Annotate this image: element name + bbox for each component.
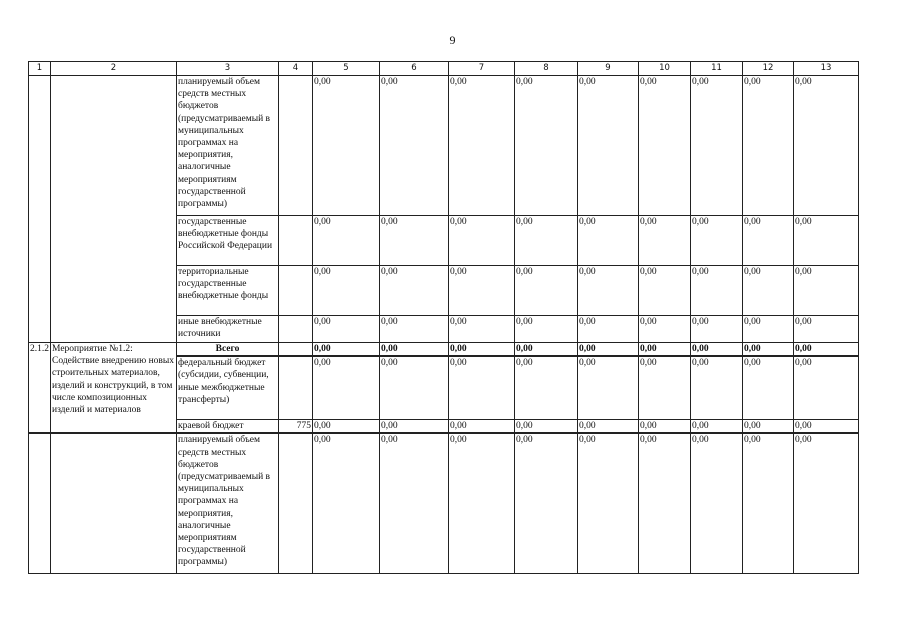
funding-source: государственные внебюджетные фонды Российской Федерации	[177, 216, 279, 266]
value-cell: 0,00	[794, 316, 859, 343]
block-name: Мероприятие №1.2: Содействие внедрению новых строительных материалов, изделий и конструкций, в том числе композиционных изделий и материалов	[51, 343, 177, 434]
col-header-7: 7	[449, 62, 515, 76]
value-cell: 0,00	[313, 76, 380, 216]
budget-code	[279, 216, 313, 266]
value-cell: 0,00	[578, 216, 639, 266]
value-cell: 0,00	[691, 266, 743, 316]
value-cell: 0,00	[743, 343, 794, 357]
budget-code	[279, 266, 313, 316]
value-cell: 0,00	[313, 316, 380, 343]
col-header-6: 6	[380, 62, 449, 76]
value-cell: 0,00	[380, 316, 449, 343]
value-cell: 0,00	[578, 433, 639, 574]
value-cell: 0,00	[743, 316, 794, 343]
value-cell: 0,00	[449, 343, 515, 357]
table-row	[29, 343, 859, 357]
value-cell: 0,00	[794, 433, 859, 574]
value-cell: 0,00	[794, 216, 859, 266]
col-header-11: 11	[691, 62, 743, 76]
value-cell: 0,00	[313, 420, 380, 434]
value-cell: 0,00	[380, 216, 449, 266]
funding-source: федеральный бюджет (субсидии, субвенции, иные межбюджетные трансферты)	[177, 356, 279, 420]
value-cell: 0,00	[794, 420, 859, 434]
table-row	[29, 76, 859, 216]
value-cell: 0,00	[515, 343, 578, 357]
value-cell: 0,00	[313, 356, 380, 420]
value-cell: 0,00	[515, 266, 578, 316]
value-cell: 0,00	[639, 343, 691, 357]
budget-code	[279, 316, 313, 343]
value-cell: 0,00	[691, 356, 743, 420]
value-cell: 0,00	[380, 356, 449, 420]
col-header-3: 3	[177, 62, 279, 76]
value-cell: 0,00	[691, 76, 743, 216]
page-number: 9	[449, 33, 456, 47]
value-cell: 0,00	[691, 420, 743, 434]
value-cell: 0,00	[515, 76, 578, 216]
funding-source: краевой бюджет	[177, 420, 279, 434]
value-cell: 0,00	[449, 433, 515, 574]
value-cell: 0,00	[691, 343, 743, 357]
funding-source-total: Всего	[177, 343, 279, 357]
value-cell: 0,00	[743, 433, 794, 574]
value-cell: 0,00	[691, 433, 743, 574]
value-cell: 0,00	[639, 433, 691, 574]
value-cell: 0,00	[743, 356, 794, 420]
value-cell: 0,00	[578, 266, 639, 316]
value-cell: 0,00	[578, 356, 639, 420]
value-cell: 0,00	[794, 266, 859, 316]
value-cell: 0,00	[449, 266, 515, 316]
budget-code	[279, 433, 313, 574]
value-cell: 0,00	[639, 76, 691, 216]
block-index-continued	[29, 433, 51, 574]
col-header-12: 12	[743, 62, 794, 76]
value-cell: 0,00	[380, 266, 449, 316]
value-cell: 0,00	[449, 316, 515, 343]
value-cell: 0,00	[313, 216, 380, 266]
value-cell: 0,00	[743, 420, 794, 434]
block-index	[29, 76, 51, 343]
value-cell: 0,00	[639, 266, 691, 316]
value-cell: 0,00	[743, 216, 794, 266]
table-row	[29, 433, 859, 574]
value-cell: 0,00	[313, 433, 380, 574]
block-index: 2.1.2	[29, 343, 51, 434]
value-cell: 0,00	[639, 216, 691, 266]
value-cell: 0,00	[691, 216, 743, 266]
funding-source: территориальные государственные внебюджетные фонды	[177, 266, 279, 316]
budget-code: 775	[279, 420, 313, 434]
value-cell: 0,00	[578, 76, 639, 216]
funding-source: планируемый объем средств местных бюджетов (предусматриваемый в муниципальных программах на мероприятия, аналогичные мероприятиям государственной программы)	[177, 76, 279, 216]
value-cell: 0,00	[743, 266, 794, 316]
value-cell: 0,00	[578, 420, 639, 434]
header-row	[29, 62, 859, 76]
budget-code	[279, 356, 313, 420]
value-cell: 0,00	[515, 433, 578, 574]
col-header-4: 4	[279, 62, 313, 76]
budget-table	[28, 61, 859, 574]
value-cell: 0,00	[449, 356, 515, 420]
value-cell: 0,00	[380, 76, 449, 216]
budget-code	[279, 76, 313, 216]
value-cell: 0,00	[313, 343, 380, 357]
col-header-8: 8	[515, 62, 578, 76]
value-cell: 0,00	[794, 76, 859, 216]
value-cell: 0,00	[449, 216, 515, 266]
value-cell: 0,00	[515, 316, 578, 343]
value-cell: 0,00	[449, 76, 515, 216]
col-header-9: 9	[578, 62, 639, 76]
value-cell: 0,00	[449, 420, 515, 434]
value-cell: 0,00	[639, 420, 691, 434]
value-cell: 0,00	[691, 316, 743, 343]
col-header-1: 1	[29, 62, 51, 76]
funding-source: планируемый объем средств местных бюджетов (предусматриваемый в муниципальных программах на мероприятия, аналогичные мероприятиям государственной программы)	[177, 433, 279, 574]
value-cell: 0,00	[794, 356, 859, 420]
col-header-10: 10	[639, 62, 691, 76]
value-cell: 0,00	[515, 216, 578, 266]
block-name	[51, 76, 177, 343]
block-name-continued	[51, 433, 177, 574]
value-cell: 0,00	[380, 433, 449, 574]
col-header-2: 2	[51, 62, 177, 76]
funding-source: иные внебюджетные источники	[177, 316, 279, 343]
value-cell: 0,00	[578, 343, 639, 357]
value-cell: 0,00	[313, 266, 380, 316]
col-header-13: 13	[794, 62, 859, 76]
value-cell: 0,00	[380, 420, 449, 434]
value-cell: 0,00	[639, 316, 691, 343]
value-cell: 0,00	[578, 316, 639, 343]
budget-code	[279, 343, 313, 357]
value-cell: 0,00	[743, 76, 794, 216]
col-header-5: 5	[313, 62, 380, 76]
value-cell: 0,00	[515, 420, 578, 434]
value-cell: 0,00	[794, 343, 859, 357]
value-cell: 0,00	[515, 356, 578, 420]
value-cell: 0,00	[380, 343, 449, 357]
value-cell: 0,00	[639, 356, 691, 420]
